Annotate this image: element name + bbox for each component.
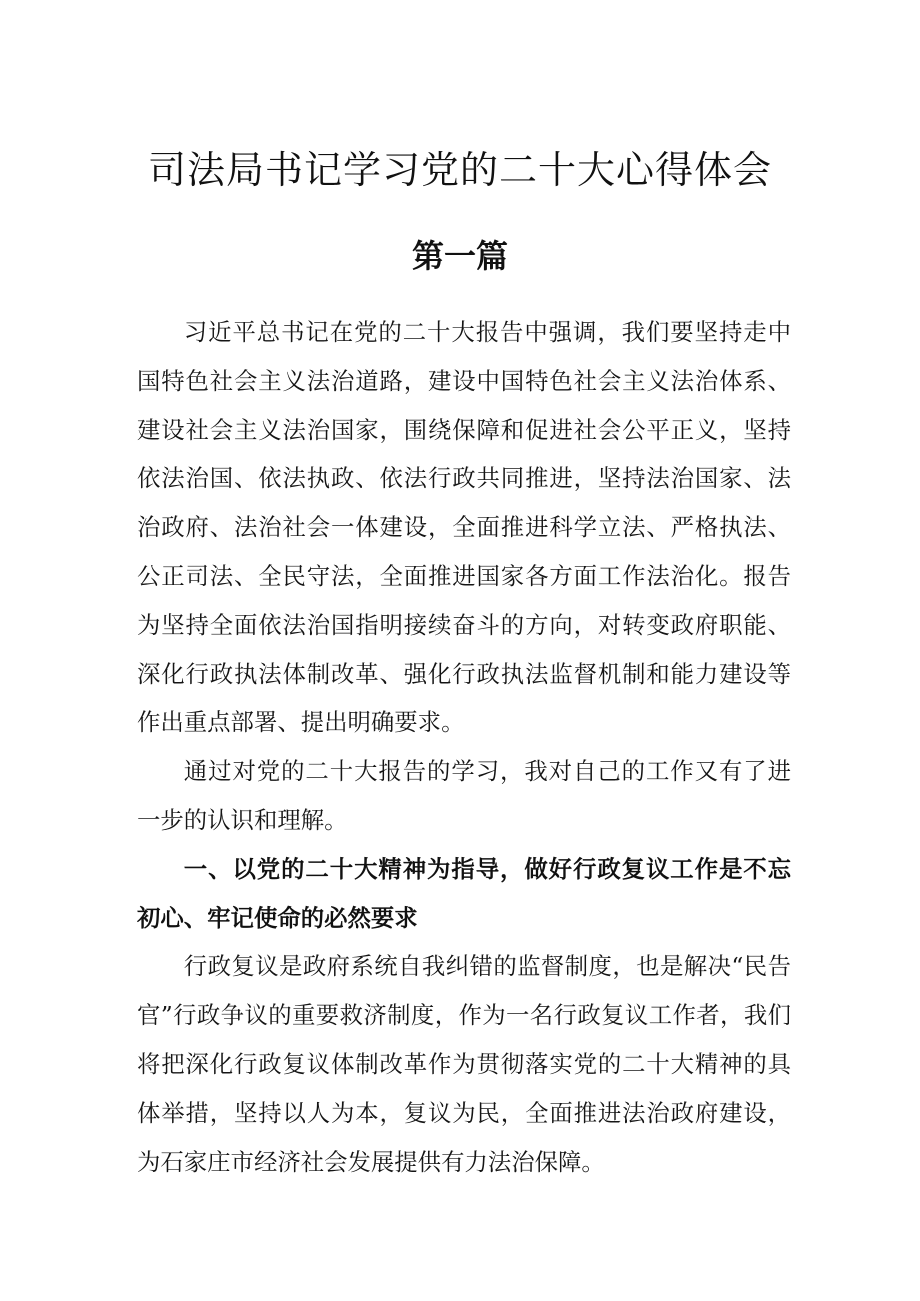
section-heading-1: 一、以党的二十大精神为指导，做好行政复议工作是不忘初心、牢记使命的必然要求	[137, 854, 791, 932]
paragraph-understanding: 通过对党的二十大报告的学习，我对自己的工作又有了进一步的认识和理解。	[137, 757, 791, 834]
document-body	[137, 308, 791, 1186]
paragraph-administrative-review: 行政复议是政府系统自我纠错的监督制度，也是解决“民告官”行政争议的重要救济制度，作为一名行政复议工作者，我们将把深化行政复议体制改革作为贯彻落实党的二十大精神的具体举措，坚持以人为本，复议为民，全面推进法治政府建设，为石家庄市经济社会发展提供有力法治保障。	[137, 952, 791, 1176]
document-title: 司法局书记学习党的二十大心得体会	[147, 148, 772, 192]
document-subtitle: 第一篇	[411, 237, 508, 275]
paragraph-intro: 习近平总书记在党的二十大报告中强调，我们要坚持走中国特色社会主义法治道路，建设中国特色社会主义法治体系、建设社会主义法治国家，围绕保障和促进社会公平正义，坚持依法治国、依法执政、依法行政共同推进，坚持法治国家、法治政府、法治社会一体建设，全面推进科学立法、严格执法、公正司法、全民守法，全面推进国家各方面工作法治化。报告为坚持全面依法治国指明接续奋斗的方向，对转变政府职能、深化行政执法体制改革、强化行政执法监督机制和能力建设等作出重点部署、提出明确要求。	[137, 318, 791, 737]
